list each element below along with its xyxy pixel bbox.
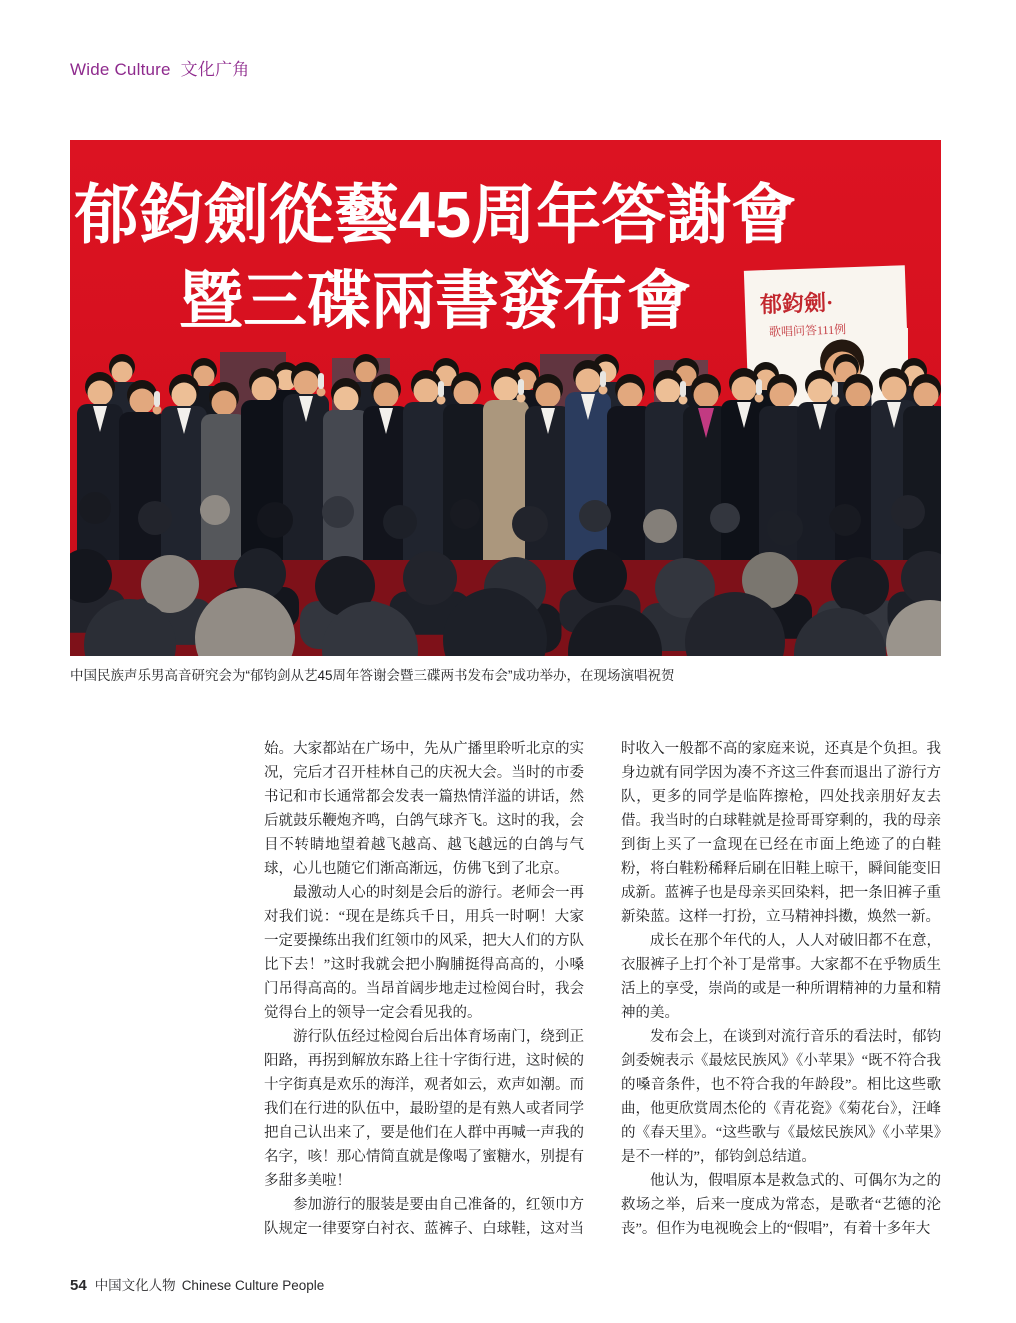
article-paragraph: 参加游行的服装是要由自己准备的，红领巾方队规定一律要穿白衬衣、蓝裤子、白球鞋，这对当时收入一般都不高的家庭来说，还真是个负担。我身边就有同学因为凑不齐这三件套而退出了游行方队，更多的同学是临阵擦枪，四处找亲朋好友去借。我当时的白球鞋就是捡哥哥穿剩的，我的母亲到街上买了一盒现在已经在市面上绝迹了的白鞋粉，将白鞋粉稀释后刷在旧鞋上晾干，瞬间能变旧成新。蓝裤子也是母亲买回染料，把一条旧裤子重新染蓝。这样一打扮，立马精神抖擞，焕然一新。 <box>264 741 941 1237</box>
stage-performer <box>356 362 377 383</box>
stage-performer <box>403 402 449 570</box>
microphone-icon <box>600 371 606 387</box>
article-paragraph: 最激动人心的时刻是会后的游行。老师会一再对我们说：“现在是练兵千日，用兵一时啊！大家一定要操练出我们红领巾的风采，把大人们的方队比下去！”这时我就会把小胸脯挺得高高的，小嗓门吊得高高的。当昂首阔步地走过检阅台时，我会觉得台上的领导一定会看见我的。 <box>264 885 584 1021</box>
page-number: 54 <box>70 1277 87 1294</box>
banner-title-line1: 郁鈞劍從藝45周年答謝會 <box>73 178 797 251</box>
microphone-icon <box>518 379 524 395</box>
microphone-icon <box>756 379 762 395</box>
stage-performer <box>130 389 155 414</box>
stage-performer <box>732 377 757 402</box>
stage-performer <box>536 383 561 408</box>
microphone-icon <box>438 381 444 397</box>
stage-performer <box>914 383 939 408</box>
audience-head <box>829 504 861 536</box>
photo-caption: 中国民族声乐男高音研究会为“郁钧剑从艺45周年答谢会暨三碟两书发布会”成功举办，在现场演唱祝贺 <box>70 668 675 683</box>
audience-head <box>891 495 925 529</box>
article-paragraph: 他认为，假唱原本是救急式的、可偶尔为之的救场之举，后来一度成为常态，是歌者“艺德的沦丧”。但作为电视晚会上的“假唱”，有着十多年大 <box>621 1173 941 1237</box>
stage-performer <box>112 362 133 383</box>
audience-head <box>573 549 627 603</box>
stage-performer <box>334 387 359 412</box>
stage-performer <box>903 406 941 570</box>
stage-performer <box>414 379 439 404</box>
stage-performer <box>483 400 529 570</box>
stage-performer <box>119 412 165 570</box>
event-photo <box>70 140 941 656</box>
stage-performer <box>454 381 479 406</box>
article-paragraph: 成长在那个年代的人，人人对破旧都不在意，衣服裤子上打个补丁是常事。大家都不在乎物质生活上的享受，崇尚的或是一种所谓精神的力量和精神的美。 <box>621 933 941 1021</box>
audience-head <box>512 506 548 542</box>
audience-head <box>383 505 417 539</box>
stage-performer <box>618 383 643 408</box>
audience-head <box>257 502 293 538</box>
microphone-icon <box>832 381 838 397</box>
section-title-zh: 文化广角 <box>180 60 250 79</box>
stage-performer <box>656 379 681 404</box>
article-paragraph: 发布会上，在谈到对流行音乐的看法时，郁钧剑委婉表示《最炫民族风》《小苹果》“既不符合我的嗓音条件，也不符合我的年龄段”。相比这些歌曲，他更欣赏周杰伦的《青花瓷》《菊花台》，汪峰的《春天里》。“这些歌与《最炫民族风》《小苹果》是不一样的”，郁钧剑总结道。 <box>621 1029 941 1165</box>
audience-head <box>138 501 172 535</box>
article-paragraph: 游行队伍经过检阅台后出体育场南门，绕到正阳路，再拐到解放东路上往十字街行进，这时候的十字街真是欢乐的海洋，观者如云，欢声如潮。而我们在行进的队伍中，最盼望的是有熟人或者同学把自己认出来了，要是他们在人群中再喊一声我的名字，咳！那心情简直就是像喝了蜜糖水，别提有多甜多美啦！ <box>264 1029 584 1189</box>
stage-performer <box>201 414 247 570</box>
magazine-title-zh: 中国文化人物 <box>94 1278 176 1293</box>
stage-performer <box>294 371 319 396</box>
stage-performer <box>808 379 833 404</box>
article-body <box>264 737 941 1251</box>
audience-head <box>579 500 611 532</box>
poster-title: 郁鈞劍· <box>759 289 834 318</box>
article-paragraph: 始。大家都站在广场中，先从广播里聆听北京的实况，完后才召开桂林自己的庆祝大会。当时的市委书记和市长通常都会发表一篇热情洋溢的讲话，然后就鼓乐鞭炮齐鸣，白鸽气球齐飞。这时的我，会目不转睛地望着越飞越高、越飞越远的白鸽与气球，心儿也随它们渐高渐远，仿佛飞到了北京。 <box>264 741 584 877</box>
page-footer <box>70 1274 324 1294</box>
audience-head <box>200 495 230 525</box>
stage-performer <box>882 377 907 402</box>
stage-performer <box>770 383 795 408</box>
audience-head <box>450 499 480 529</box>
audience-head <box>831 557 889 615</box>
audience-head <box>710 503 740 533</box>
stage-performer <box>252 377 277 402</box>
banner-title-line2: 暨三碟兩書發布會 <box>179 265 691 337</box>
audience-head <box>79 492 111 524</box>
stage-performer <box>494 377 519 402</box>
section-header <box>70 55 249 80</box>
microphone-icon <box>318 373 324 389</box>
stage-performer <box>846 383 871 408</box>
stage-performer <box>576 369 601 394</box>
stage-performer <box>443 404 489 570</box>
microphone-icon <box>680 381 686 397</box>
poster-subtitle: 歌唱问答111例 <box>768 322 847 340</box>
stage-performer <box>241 400 287 570</box>
section-title-en: Wide Culture <box>70 60 171 79</box>
stage-performer <box>88 381 113 406</box>
stage-performer <box>694 383 719 408</box>
microphone-icon <box>154 391 160 407</box>
stage-performer <box>172 383 197 408</box>
magazine-title-en: Chinese Culture People <box>181 1278 325 1293</box>
stage-performer <box>374 383 399 408</box>
stage-performers <box>77 354 941 570</box>
stage-performer <box>323 410 369 570</box>
stage-performer <box>212 391 237 416</box>
event-photo-svg <box>70 140 941 656</box>
audience-head <box>643 509 677 543</box>
audience-head <box>403 551 457 605</box>
audience-head <box>322 496 354 528</box>
audience-head <box>767 510 803 546</box>
